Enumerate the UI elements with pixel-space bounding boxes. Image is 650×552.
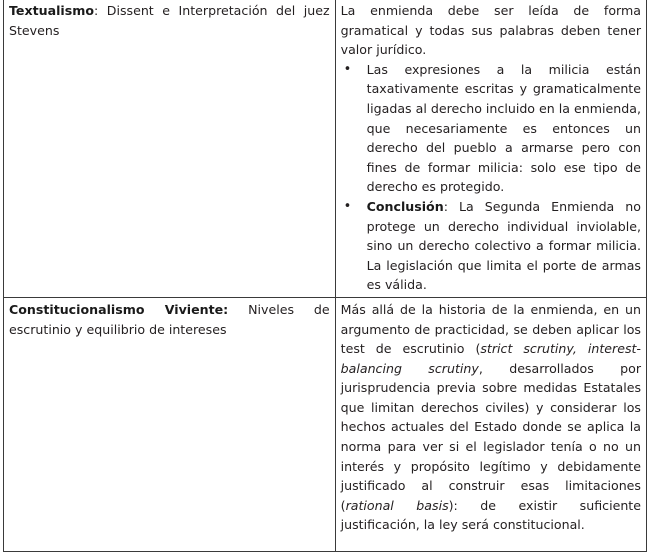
argument-text: Más allá de la historia de la enmienda, en un argumento de practicidad, se deben aplicar los test de escrutinio (	[340, 301, 641, 357]
bullet-icon: •	[343, 198, 352, 214]
argument-term: rational basis	[345, 497, 449, 513]
theory-title: Textualismo	[9, 3, 94, 18]
table-row	[4, 0, 647, 297]
table-cell-theory	[4, 0, 336, 297]
theory-title: Constitucionalismo Viviente:	[9, 301, 229, 317]
bullet-icon: •	[343, 61, 352, 77]
argument-text: ): de existir suficiente justificación, la ley será constitucional.	[340, 497, 641, 533]
comparison-table	[3, 0, 647, 552]
list-item	[341, 197, 641, 295]
table-cell-argument	[335, 0, 646, 297]
bullet-text: Las expresiones a la milicia están taxativamente escritas y gramaticalmente ligadas al derecho incluido en la enmienda, que necesariamente es entonces un derecho del pueblo a armarse pero con fines de formar milicia: solo ese tipo de derecho es protegido.	[366, 61, 641, 195]
argument-term: strict scrutiny, interest-balancing scrutiny	[340, 341, 641, 376]
theory-description: Niveles de escrutinio y equilibrio de intereses	[9, 301, 330, 337]
argument-text: , desarrollados por jurisprudencia previa sobre medidas Estatales que limitan derechos civiles) y considerar los hechos actuales del Estado donde se aplica la norma para ver si el legislador tenía o no un interés y propósito legítimo y debidamente justificado al construir esas limitaciones (	[340, 360, 641, 513]
theory-description: : Dissent e Interpretación del juez Stevens	[9, 3, 330, 38]
table-cell-argument	[335, 297, 646, 551]
argument-bullet-list	[341, 60, 641, 295]
list-item	[341, 60, 641, 197]
bullet-text: : La Segunda Enmienda no protege un derecho individual inviolable, sino un derecho colectivo a formar milicia. La legislación que limita el porte de armas es válida.	[366, 198, 641, 293]
conclusion-label: Conclusión	[366, 198, 444, 214]
table-cell-theory	[4, 297, 336, 551]
table-row	[4, 297, 647, 551]
argument-intro: La enmienda debe ser leída de forma gramatical y todas sus palabras deben tener valor jurídico.	[340, 3, 641, 58]
